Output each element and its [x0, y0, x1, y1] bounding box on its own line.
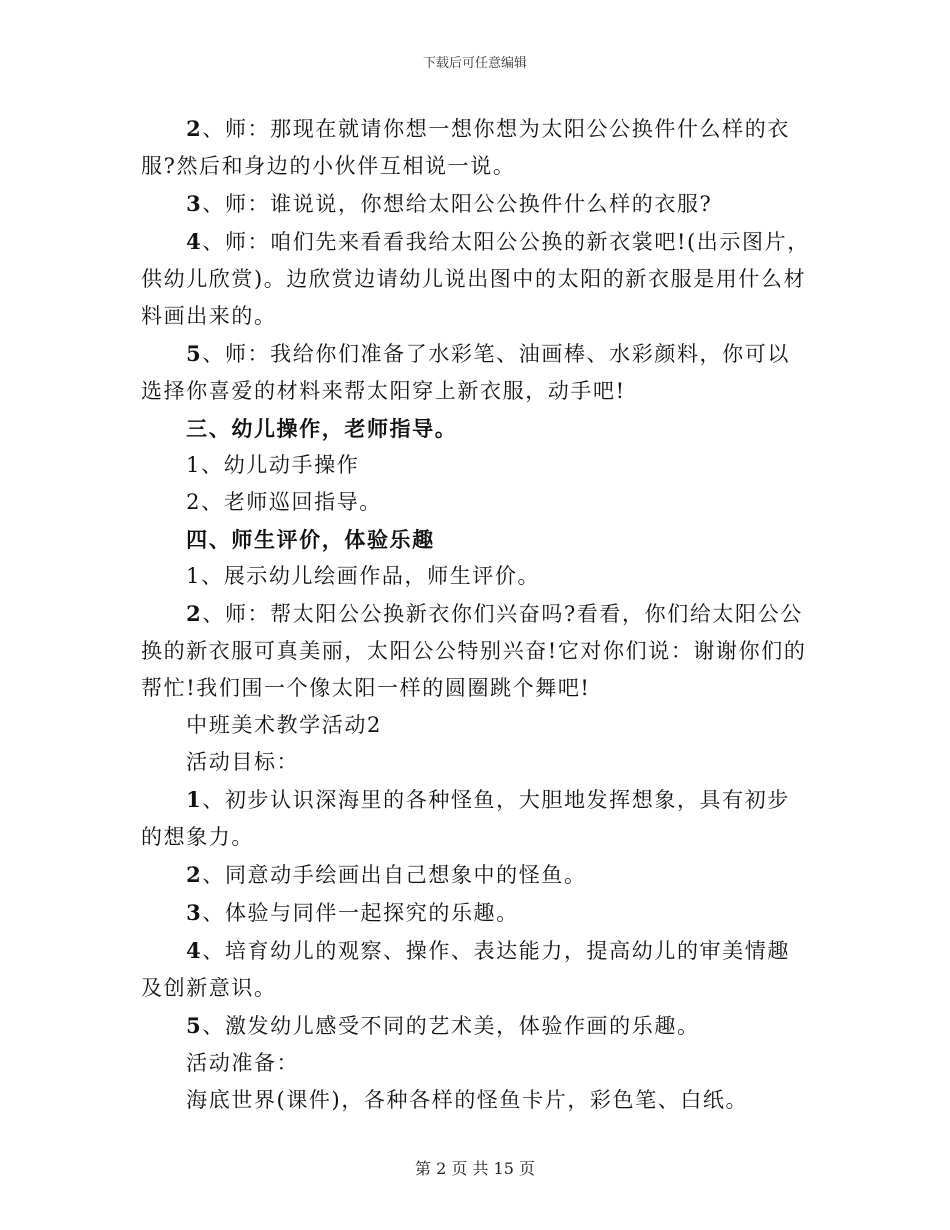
paragraph-text: 、师：帮太阳公公换新衣你们兴奋吗?看看，你们给太阳公公换的新衣服可真美丽，太阳公公特别兴奋!它对你们说：谢谢你们的帮忙!我们围一个像太阳一样的圆圈跳个舞吧! — [141, 602, 807, 700]
page-footer: 第 2 页 共 15 页 — [415, 1159, 535, 1178]
item-number: 2 — [186, 601, 203, 626]
item-number: 5 — [186, 1013, 203, 1038]
paragraph-text: 、激发幼儿感受不同的艺术美，体验作画的乐趣。 — [202, 1014, 700, 1038]
paragraph-text: 1、幼儿动手操作 — [186, 453, 360, 477]
item-number: 2 — [186, 116, 203, 141]
paragraph-text: 活动目标： — [186, 750, 300, 774]
paragraph — [141, 335, 811, 410]
paragraph — [141, 1007, 811, 1045]
paragraph-text: 、初步认识深海里的各种怪鱼，大胆地发挥想象，具有初步的想象力。 — [141, 788, 790, 849]
section-heading — [141, 521, 811, 558]
paragraph — [141, 894, 811, 932]
item-number: 4 — [186, 938, 203, 963]
paragraph — [141, 185, 811, 223]
paragraph — [141, 1045, 811, 1082]
item-number: 2 — [186, 862, 203, 887]
paragraph — [141, 110, 811, 185]
paragraph-text: 四、师生评价，体验乐趣 — [186, 527, 435, 552]
paragraph — [141, 223, 811, 335]
paragraph — [141, 484, 811, 521]
paragraph — [141, 707, 811, 744]
paragraph-text: 1、展示幼儿绘画作品，师生评价。 — [186, 564, 541, 588]
item-number: 4 — [186, 229, 203, 254]
paragraph-text: 、师：那现在就请你想一想你想为太阳公公换件什么样的衣服?然后和身边的小伙伴互相说一说。 — [141, 117, 790, 178]
paragraph — [141, 558, 811, 595]
paragraph — [141, 932, 811, 1007]
paragraph-text: 中班美术教学活动2 — [186, 713, 382, 737]
item-number: 3 — [186, 191, 203, 216]
paragraph-text: 、体验与同伴一起探究的乐趣。 — [202, 901, 519, 925]
paragraph-text: 、培育幼儿的观察、操作、表达能力，提高幼儿的审美情趣及创新意识。 — [141, 939, 790, 1000]
paragraph — [141, 744, 811, 781]
page-header: 下载后可任意编辑 — [422, 56, 527, 71]
document-body — [141, 110, 811, 1119]
item-number: 1 — [186, 787, 203, 812]
paragraph-text: 、师：谁说说，你想给太阳公公换件什么样的衣服? — [202, 192, 713, 216]
paragraph-text: 活动准备： — [186, 1051, 300, 1075]
paragraph-text: 、师：我给你们准备了水彩笔、油画棒、水彩颜料，你可以选择你喜爱的材料来帮太阳穿上新衣服，动手吧! — [141, 342, 790, 403]
paragraph — [141, 595, 811, 707]
item-number: 3 — [186, 900, 203, 925]
paragraph-text: 2、老师巡回指导。 — [186, 490, 382, 514]
paragraph-text: 三、幼儿操作，老师指导。 — [186, 416, 458, 441]
section-heading — [141, 410, 811, 447]
paragraph — [141, 1082, 811, 1119]
paragraph-text: 、师：咱们先来看看我给太阳公公换的新衣裳吧!(出示图片，供幼儿欣赏)。边欣赏边请幼儿说出图中的太阳的新衣服是用什么材料画出来的。 — [141, 230, 810, 328]
paragraph — [141, 781, 811, 856]
paragraph — [141, 856, 811, 894]
paragraph-text: 海底世界(课件)，各种各样的怪鱼卡片，彩色笔、白纸。 — [186, 1088, 749, 1112]
paragraph — [141, 447, 811, 484]
item-number: 5 — [186, 341, 203, 366]
paragraph-text: 、同意动手绘画出自己想象中的怪鱼。 — [202, 863, 587, 887]
